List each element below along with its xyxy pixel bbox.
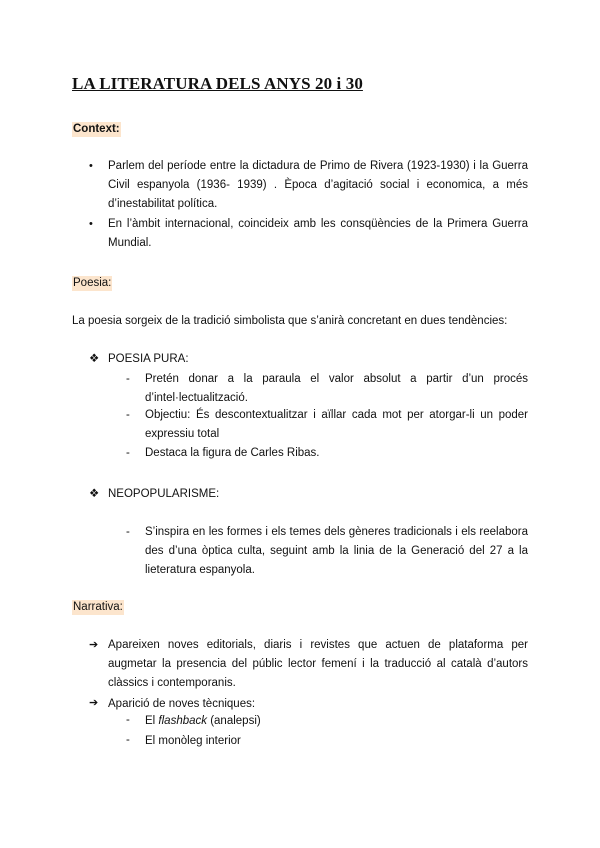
dash-icon: - <box>126 526 130 538</box>
context-item-2: En l’àmbit internacional, coincideix amb les consqüències de la Primera Guerra Mundial. <box>108 218 528 249</box>
neopopularisme-item-1: S’inspira en les formes i els temes dels gèneres tradicionals i els reelabora des d’una òptica culta, seguint amb la linia de la Generació del 27 a la lieteratura espanyola. <box>145 526 528 576</box>
poesia-pura-item-3: Destaca la figura de Carles Ribas. <box>145 447 320 459</box>
technique-flashback-term: flashback <box>158 715 208 727</box>
dash-icon: - <box>126 734 130 746</box>
page-title: LA LITERATURA DELS ANYS 20 i 30 <box>72 74 363 93</box>
technique-flashback <box>145 714 261 729</box>
dash-icon: - <box>126 373 130 385</box>
technique-flashback-suffix: (analepsi) <box>207 715 261 727</box>
dash-icon: - <box>126 714 130 726</box>
poesia-pura-title: POESIA PURA: <box>108 353 189 365</box>
neopopularisme-title: NEOPOPULARISME: <box>108 488 220 500</box>
poesia-pura-item-1: Pretén donar a la paraula el valor absolut a partir d’un procés d’intel·lectualització. <box>145 373 528 404</box>
poesia-intro: La poesia sorgeix de la tradició simbolista que s’anirà concretant en dues tendències: <box>72 315 508 327</box>
dash-icon: - <box>126 447 130 459</box>
narrativa-item-1: Apareixen noves editorials, diaris i revistes que actuen de plataforma per augmetar la presencia del públic lector femení i la traducció al català d’autors clàssics i contemporanis. <box>108 639 528 689</box>
poesia-pura-item-2: Objectiu: És descontextualitzar i aïllar cada mot per atorgar-li un poder expressiu total <box>145 409 528 440</box>
technique-flashback-prefix: El <box>145 715 159 727</box>
arrow-icon: ➔ <box>89 697 99 709</box>
context-item-1: Parlem del període entre la dictadura de Primo de Rivera (1923-1930) i la Guerra Civil espanyola (1936- 1939) . Època d’agitació social i economica, a més d’inestabilitat política. <box>108 160 528 210</box>
poesia-heading: Poesia: <box>73 277 112 289</box>
technique-monologue: El monòleg interior <box>145 735 241 747</box>
bullet-icon: • <box>89 218 93 230</box>
diamond-icon: ❖ <box>89 353 100 365</box>
narrativa-heading: Narrativa: <box>73 601 123 613</box>
context-heading: Context: <box>73 123 120 135</box>
diamond-icon: ❖ <box>89 488 100 500</box>
dash-icon: - <box>126 409 130 421</box>
narrativa-item-2: Aparició de noves tècniques: <box>108 698 256 710</box>
bullet-icon: • <box>89 160 93 172</box>
arrow-icon: ➔ <box>89 639 99 651</box>
